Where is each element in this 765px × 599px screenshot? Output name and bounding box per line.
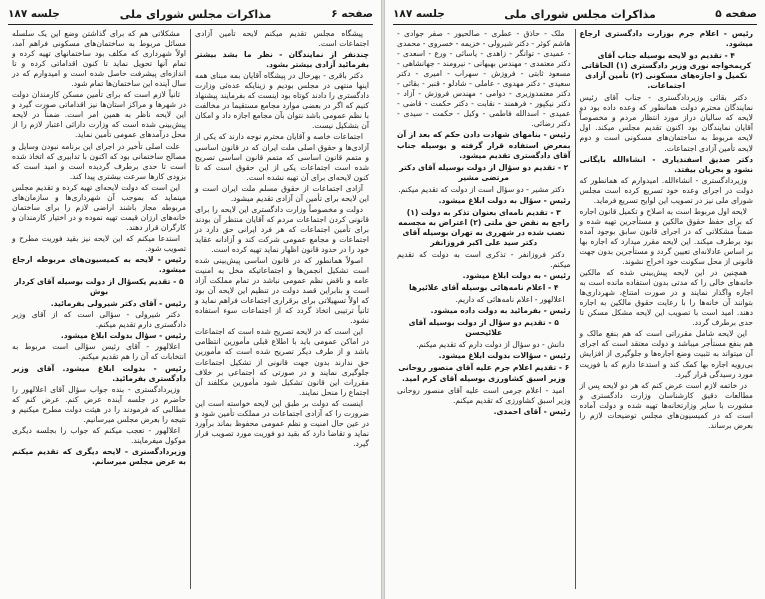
paragraph: وزیردادگستری - انشاءالله. امیدوارم که همانطور که دولت در اجرای وعده خود تسریع کرده است مجلس شورای ملی نیز در تصویب این لوایح تسریع فرماید. <box>579 175 753 205</box>
section-heading: ۳ - تقدیم نامه‌ای بعنوان تذکر به دولت (۱) راجع به نقض حق ملتی (۲) اعتراض به مجسمه نصب شده در شهرری به تهران بوسیله آقای دکتر سید علی اکبر فروزانفر <box>398 207 570 247</box>
paragraph: رئیس - بفرمائید به دولت داده میشود. <box>430 306 571 316</box>
paragraph: دانش - دو سؤال از دولت دارم که تقدیم میکنم. <box>416 340 565 350</box>
right-page-number: صفحه ۵ <box>715 8 757 20</box>
paragraph: وزیردادگستری - بنده جواب سؤال آقای اعلالهور را حاضرم در جلسه آینده عرض کنم. عرض کنم که مطالبی که فرمودند را در هیئت دولت مطرح میکنیم و نتیجه را بعرض مجلس میرسانیم. <box>12 384 186 424</box>
section-heading: ۲ - تقدیم دو سؤال از دولت بوسیله آقای دکتر مرتضی مشیر <box>399 162 569 182</box>
paragraph: این است که در لایحه تصریح شده است که اجتماعات در اماکن عمومی باید با اطلاع قبلی مأمورین انتظامی باشد و از طرف دیگر تصریح شده است که مأمورین حق ندارند بدون جهت قانونی از تشکیل اجتماعات جلوگیری نمایند و در صورتی که اجتماعی بر خلاف مقررات این قانون تشکیل شود مأمورین مکلفند آن اجتماع را منحل نمایند. <box>195 327 369 397</box>
right-page <box>385 0 765 599</box>
paragraph: مشکلاتی هم که برای گذاشتن وضع این یک سلسله مسائل مربوط به ساختمان‌های مسکونی فراهم آمد، اولاً شهرداری که مکلف بود ساختمانهای تهیه کرده و تمام آنها تحویل نماید تا کنون اقداماتی کرده و تا اندازه‌ای پیشرفت حاصل شده است و امیدوارم که در سال آینده این ساختمان‌ها تمام شود. <box>12 29 186 89</box>
paragraph: لایحه اول مربوط است به اصلاح و تکمیل قانون اجاره که برای حفظ حقوق مالکین و مستأجرین تهیه شده و ضمناً مشکلاتی که در اجرای قانون سابق بوجود آمده بود برطرف میکند. این لایحه مقرر میدارد که اجاره بها بر اساس عادلانه‌ای تعیین گردد و مستأجرین بدون جهت قانونی از محل سکونت خود اخراج نشوند. <box>579 206 753 267</box>
paragraph: اصولاً همانطور که در قانون اساسی پیش‌بینی شده است تشکیل انجمن‌ها و اجتماعاتیکه مخل به امنیت عامه و ناقض نظم عمومی نباشد در تمام مملکت آزاد است و بنابراین قصد دولت در تنظیم این لایحه آن بود که اولاً تسهیلاتی برای برقراری اجتماعات فراهم نماید و ثانیاً ترتیبی اتخاذ گردد که از اجتماعات سوء استفاده نشود. <box>195 256 369 326</box>
right-page-title: مذاکرات مجلس شورای ملی <box>504 7 656 21</box>
paragraph: این لایحه شامل مقرراتی است که هم بنفع مالک و هم بنفع مستأجر میباشد و دولت معتقد است که اجرای آن میتواند به تثبیت وضع اجاره‌ها و جلوگیری از افزایش بی‌رویه اجاره بها کمک کند و استدعا دارم که با فوریت مورد رسیدگی قرار گیرد. <box>579 329 753 379</box>
right-page-columns <box>393 29 757 589</box>
paragraph: امید - اعلام جرمی است علیه آقای منصور روحانی وزیر اسبق کشاورزی که تقدیم میکنم. <box>397 385 571 405</box>
paragraph: رئیس - آقای احمدی. <box>493 406 571 416</box>
paragraph: اجتماعات خاصه و آقایان محترم نوجه دارند که یکی از آزادی‌ها و حقوق اصلی ملت ایران که در قانون اساسی و متمم قانون اساسی که متمم قانون اساسی تصریح شده است اجتماعات یکی از این حقوق است که تا کنون لایحه‌ای برای آن تهیه نشده است. <box>195 132 369 182</box>
section-heading: ۴ - تقدیم دو لایحه بوسیله جناب آقای کریمخواجه نوری وزیر دادگستری (۱) الحاقاتی نکمیل و اجازه‌های مسکونی (۲) تأمین آزادی اجتماعات. <box>581 51 752 91</box>
left-page-column-1 <box>191 29 373 589</box>
left-page-column-2 <box>8 29 191 589</box>
paragraph: چندنفر از نمایندگان - نظر ما بشد بیشتر بفرمائید آزادی بیشتر بشود. <box>195 50 369 70</box>
section-heading: ۶ - تقدیم اعلام جرم علیه آقای منصور روحانی وزیر اسبق کشاورزی بوسیله آقای کرم امید. <box>398 363 570 383</box>
left-page-header <box>8 6 373 25</box>
left-page-number: صفحه ۶ <box>331 8 373 20</box>
paragraph: دولت و مخصوصاً وزارت دادگستری این لایحه را برای قانونی کردن اجتماعات مردم که آقایان منتظر آن بودند برای تأمین اجتماعات که هر فرد ایرانی حق دارد در اجتماعات و مجامع عمومی شرکت کند و آزادانه عقاید خود را در حدود قانون اظهار نماید تهیه کرده است. <box>195 204 369 254</box>
paragraph: آزادی اجتماعات از حقوق مسلم ملت ایران است و این لایحه برای تأمین آن آزادی تقدیم میشود. <box>195 183 369 203</box>
paragraph: استدعا میکنم که این لایحه نیز بقید فوریت مطرح و تصویب شود. <box>12 233 186 253</box>
paragraph: دکتر شیرولی - سؤالی است که از آقای وزیر دادگستری دارم تقدیم میکنم. <box>12 310 186 330</box>
paragraph: دکتر مشیر - دو سؤال است از دولت که تقدیم میکنم. <box>398 184 565 194</box>
paragraph: همچنین در این لایحه پیش‌بینی شده که مالکین خانه‌های خالی را که مدتی بدون استفاده مانده است به اجاره واگذار نمایند و در صورت امتناع، شهرداری‌ها بتوانند آن خانه‌ها را با رعایت حقوق مالکین به اجاره دهند. امید است با تصویب این لایحه مشکل مسکن تا حدی برطرف گردد. <box>579 268 753 328</box>
paragraph: رئیس - لایحه به کمیسیون‌های مربوطه ارجاع میشود. <box>12 255 186 275</box>
paragraph: اعلالهور - اعلام نامه‌هائی که داریم. <box>455 295 565 305</box>
paragraph: دکتر بقائی وزیردادگستری - جناب آقای رئیس نمایندگان محترم دولت همانطور که وعده داده بود دو لایحه که سالیان دراز مورد انتظار مردم و مخصوصاً آقایان نمایندگان بود اکنون تقدیم مجلس میکند. اول لایحه مربوط به ساختمان‌های مسکونی است و دوم لایحه تأمین آزادی اجتماعات. <box>579 93 753 153</box>
left-session-label: جلسه ۱۸۷ <box>8 8 60 20</box>
right-page-column-2 <box>393 29 576 589</box>
paragraph: این است که دولت لایحه‌ای تهیه کرده و تقدیم مجلس مینماید که بموجب آن شهرداری‌ها و سازمان‌های مربوطه مجاز باشند اراضی لازم را برای ساختمان خانه‌های ارزان قیمت تهیه نموده و در اختیار کارمندان و کارگران قرار دهند. <box>12 182 186 232</box>
paragraph: دکتر فروزانفر - تذکری است به دولت که تقدیم میکنم. <box>397 249 571 270</box>
paragraph: اعلالهور - آقای رئیس سؤالی است مربوط به انتخابات که آن را هم تقدیم میکنم. <box>12 342 186 362</box>
right-page-column-1 <box>576 29 758 589</box>
paragraph: وزیردادگستری - لایحه دیگری که تقدیم میکنم به عرض مجلس میرسانم. <box>12 446 186 466</box>
paragraph: در خاتمه لازم است عرض کنم که هر دو لایحه پس از مطالعات دقیق کارشناسان وزارت دادگستری و مشورت با سایر وزارتخانه‌ها تهیه شده و دولت آماده است که در کمیسیون‌های مجلس توضیحات لازم را بعرض برساند. <box>579 380 753 430</box>
right-session-label: جلسه ۱۸۷ <box>393 8 445 20</box>
paragraph: رئیس - بدولت ابلاغ میشود. آقای وزیر دادگستری بفرمائید. <box>12 363 186 383</box>
left-page <box>0 0 381 599</box>
paragraph: رئیس - بنامهای شهادت دادن حکم که بعد از آن بمعرض استفاده قرار گرفته و بوسیله جناب آقای دادگستری تقدیم میشود. <box>397 130 571 160</box>
paragraph: رئیس - به دولت ابلاغ میشود. <box>462 271 571 281</box>
paragraph: رئیس - سؤال به دولت ابلاغ میشود. <box>438 195 571 205</box>
paragraph: دکتر باقری - بهرحال در پیشگاه آقایان بمه مبنای همه اینها منتهی در مجلس بودیم و زینایکه عده‌ئی وزارت دادگستری را دادند کوتاه بود اینست که بفرمایند پیشنهاد کنیم که اگر در بعضی موارد مجامع مستقیما در مخالفت با نظم عمومی باشد نتوان بآن مجامع اجازه داد و امکان آن بتشکیل نیست. <box>195 71 369 131</box>
section-heading: ۵ - تقدیم دو سؤال از دولت بوسیله آقای علائیحسن <box>408 318 559 338</box>
left-page-title: مذاکرات مجلس شورای ملی <box>119 7 272 21</box>
paragraph: رئیس - سؤالات بدولت ابلاغ میشود. <box>438 351 571 361</box>
left-page-columns <box>8 29 373 589</box>
paragraph: رئیس - آقای دکتر شیرولی بفرمائید. <box>50 299 186 309</box>
paragraph: رئیس - اعلام جرم بوزارت دادگستری ارجاع میشود. <box>579 29 753 49</box>
paragraph: پیشگاه مجلس تقدیم میکنم لایحه تأمین آزادی اجتماعات است. <box>195 29 369 49</box>
paragraph: اینست که دولت بر طبق این لایحه خواسته است این ضرورت را که آزادی اجتماعات در مملکت تأمین شود و در عین حال امنیت و نظم عمومی محفوظ بماند برآورد نماید و تقاضا دارد که بقید دو فوریت مورد تصویب قرار گیرد. <box>195 398 369 448</box>
right-page-header <box>393 6 757 25</box>
section-heading: ۴ - اعلام نامه‌هائی بوسیله آقای علائیرها <box>409 283 559 293</box>
paragraph: رئیس - سؤال بدولت ابلاغ میشود. <box>60 331 186 341</box>
section-heading: ۵ - تقدیم یکسؤال از دولت بوسیله آقای کردار بوش <box>14 277 184 297</box>
paragraph: علت اصلی تأخیر در اجرای این برنامه نبودن وسایل و مصالح ساختمانی بود که اکنون با تدابیری که اتخاذ شده است تا حدی برطرف گردیده است و امید است که بزودی کارها سرعت بیشتری پیدا کند. <box>12 141 186 181</box>
paragraph: دکتر صدیق اسفندیاری - انشاءالله بایگانی نشود و بجریان بیفتد. <box>579 154 753 174</box>
paragraph: ثانیاً لازم است که برای تأمین مسکن کارمندان دولت در شهرها و مراکز استان‌ها نیز اقداماتی صورت گیرد و این لایحه ناظر به همین امر است. ضمناً در لایحه پیش‌بینی شده است که وزارت دارائی اعتبار لازم را از محل درآمدهای عمومی تأمین نماید. <box>12 90 186 140</box>
paragraph: ملک - حاذق - عطری - صالحیور - صفر جوادی - هاشم کوثر - دکتر شیرولی - خزیمه - خسروی - محمدی - عمیدی - توانگر - زاهدی - یاسائی - ورع - اسعدی - دکتر معتمدی - مهندس بهبهانی - نیرومند - جهانشاهی - مسعود ثابتی - فروزش - سهراب - امیری - دکتر سعیدی - دکتر مهدوی - عاملی - شادلو - قنبر - بقائی - دکتر معتمدوزیری - دوامی - مهندس فروزش - آزاد - دکتر نیکپور - فرهمند - نقابت - دکتر حکمت - قاضی - عمیدی - اسدالله فاطمی - وکیل - حکمت - سیدی - دکتر رضائی. <box>397 29 571 129</box>
paragraph: اعلالهور - تعجب میکنم که جواب را بجلسه دیگری موکول میفرمایند. <box>12 425 186 445</box>
